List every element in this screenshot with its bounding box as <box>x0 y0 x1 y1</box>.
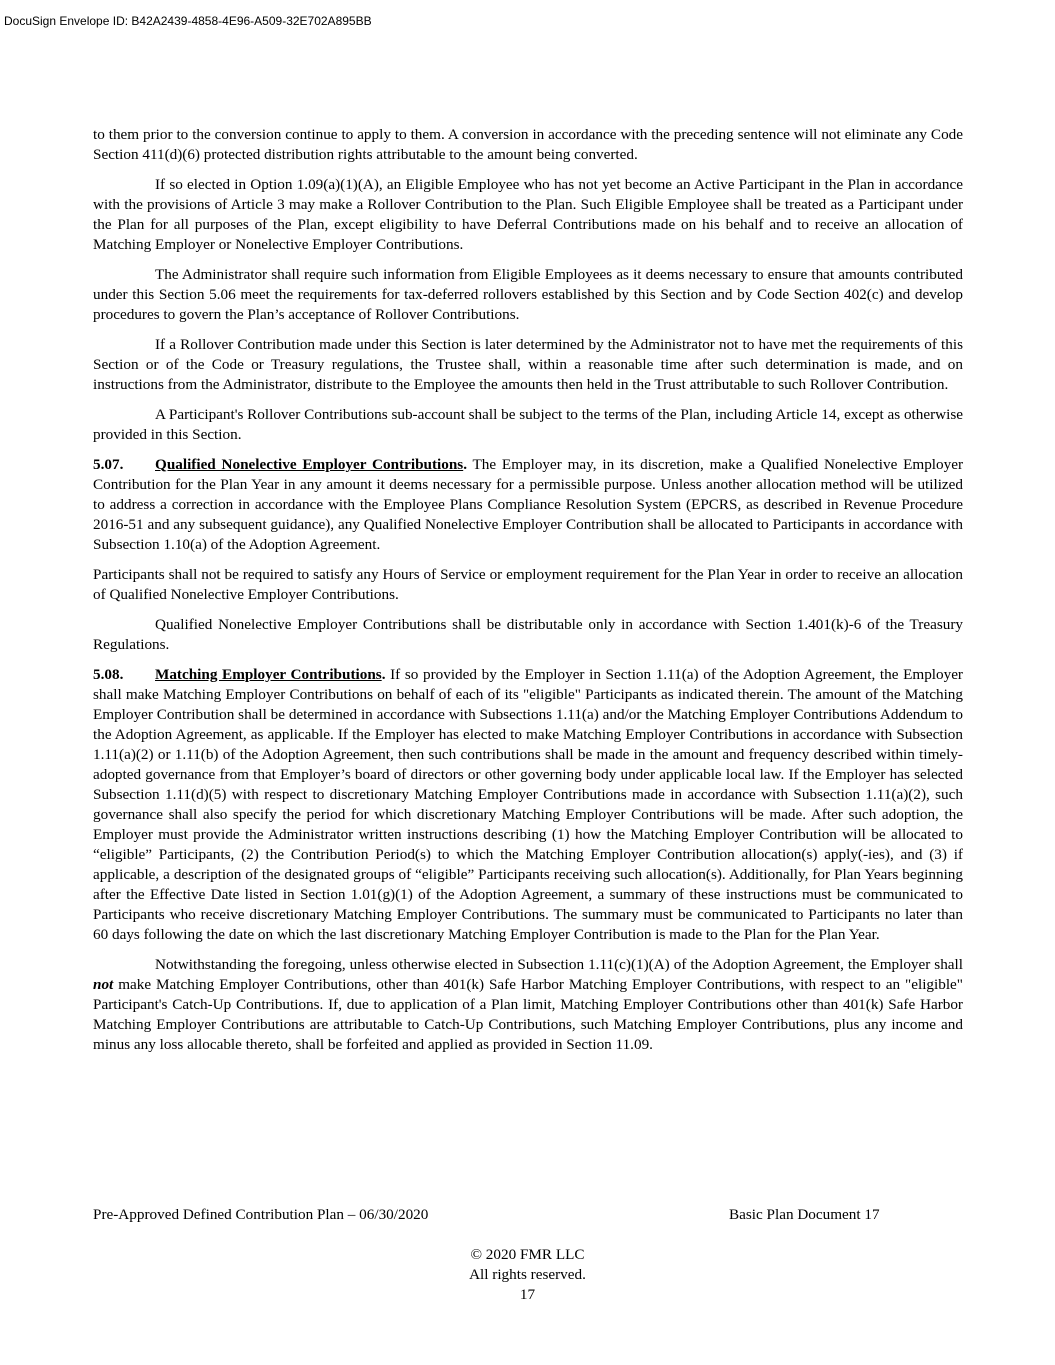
paragraph-catch-up-matching <box>93 955 963 1055</box>
footer-plan-name: Pre-Approved Defined Contribution Plan – 06/30/2020 <box>93 1206 429 1223</box>
section-5-08 <box>93 665 963 945</box>
paragraph-conversion: to them prior to the conversion continue to apply to them. A conversion in accordance with the preceding sentence will not eliminate any Code Section 411(d)(6) protected distribution rights attributable to the amount being converted. <box>93 126 963 163</box>
section-5-07 <box>93 455 963 555</box>
section-title-period: . <box>463 456 467 473</box>
section-title: Qualified Nonelective Employer Contributions <box>155 456 464 473</box>
footer-document-label: Basic Plan Document 17 <box>729 1206 880 1223</box>
footer-copyright-block <box>0 1245 1055 1305</box>
section-body: If so provided by the Employer in Section 1.11(a) of the Adoption Agreement, the Employer shall make Matching Employer Contributions on behalf of each of its "eligible" Participants as indicated therein. The amount of the Matching Employer Contribution shall be determined in accordance with Subsections 1.11(a) and/or the Matching Employer Contributions Addendum to the Adoption Agreement, as applicable. If the Employer has elected to make Matching Employer Contributions in accordance with Subsection 1.11(a)(2) or 1.11(b) of the Adoption Agreement, then such contributions shall be made in the amount and frequency described within timely-adopted governance from that Employer’s board of directors or other governing body under applicable local law. If the Employer has selected Subsection 1.11(d)(5) with respect to discretionary Matching Employer Contributions made in accordance with Subsection 1.11(a)(2), such governance shall also specify the period for which discretionary Matching Employer Contributions will be made. After such adoption, the Employer must provide the Administrator written instructions describing (1) how the Matching Employer Contribution will be allocated to “eligible” Participants, (2) the Contribution Period(s) to which the Matching Employer Contribution allocation(s) apply(-ies), and (3) if applicable, a description of the designated groups of “eligible” Participants receiving such allocation(s). Additionally, for Plan Years beginning after the Effective Date listed in Section 1.01(g)(1) of the Adoption Agreement, a summary of these instructions must be communicated to Participants who receive discretionary Matching Employer Contributions. The summary must be communicated to Participants no later than 60 days following the date on which the last discretionary Matching Employer Contribution is made to the Plan for the Plan Year. <box>93 666 963 943</box>
section-body: The Employer may, in its discretion, make a Qualified Nonelective Employer Contribution for the Plan Year in any amount it deems necessary for a permissible purpose. Unless another allocation method will be utilized to address a correction in accordance with the Employee Plans Compliance Resolution System (EPCRS, as described in Revenue Procedure 2016-51 and any subsequent guidance), any Qualified Nonelective Employer Contribution shall be allocated to Participants in accordance with Subsection 1.10(a) of the Adoption Agreement. <box>93 456 964 553</box>
paragraph-eligible-employee-rollover: If so elected in Option 1.09(a)(1)(A), an Eligible Employee who has not yet become an Active Participant in the Plan in accordance with the provisions of Article 3 may make a Rollover Contribution to the Plan. Such Eligible Employee shall be treated as a Participant under the Plan for all purposes of the Plan, except eligibility to have Deferral Contributions made on his behalf and to receive an allocation of Matching Employer or Nonelective Employer Contributions. <box>93 176 963 253</box>
text-segment: make Matching Employer Contributions, other than 401(k) Safe Harbor Matching Employer Contributions, with respect to an "eligible" Participant's Catch-Up Contributions. If, due to application of a Plan limit, Matching Employer Contributions other than 401(k) Safe Harbor Matching Employer Contributions are attributable to Catch-Up Contributions, such Matching Employer Contributions, plus any income and minus any loss allocable thereto, shall be forfeited and applied as provided in Section 11.09. <box>93 976 963 1053</box>
text-segment: Notwithstanding the foregoing, unless otherwise elected in Subsection 1.11(c)(1)(A) of the Adoption Agreement, the Employer shall <box>155 956 963 973</box>
paragraph-rollover-failure: If a Rollover Contribution made under this Section is later determined by the Administrator not to have met the requirements of this Section or of the Code or Treasury regulations, the Trustee shall, within a reasonable time after such determination is made, and on instructions from the Administrator, distribute to the Employee the amounts then held in the Trust attributable to such Rollover Contribution. <box>93 336 963 393</box>
section-number: 5.08. <box>93 666 124 683</box>
rights-text: All rights reserved. <box>469 1266 586 1283</box>
paragraph-rollover-subaccount: A Participant's Rollover Contributions sub-account shall be subject to the terms of the Plan, including Article 14, except as otherwise provided in this Section. <box>93 406 963 443</box>
paragraph-hours-of-service: Participants shall not be required to satisfy any Hours of Service or employment requirement for the Plan Year in order to receive an allocation of Qualified Nonelective Employer Contributions. <box>93 566 963 603</box>
emphasis-not: not <box>93 976 114 993</box>
document-body <box>93 125 963 1065</box>
docusign-envelope-id: DocuSign Envelope ID: B42A2439-4858-4E96-A509-32E702A895BB <box>4 14 372 28</box>
section-title: Matching Employer Contributions <box>155 666 382 683</box>
page-number: 17 <box>519 1286 536 1303</box>
section-number: 5.07. <box>93 456 124 473</box>
paragraph-administrator-information: The Administrator shall require such information from Eligible Employees as it deems necessary to ensure that amounts contributed under this Section 5.06 meet the requirements for tax-deferred rollovers established by this Section and by Code Section 402(c) and develop procedures to govern the Plan’s acceptance of Rollover Contributions. <box>93 266 963 323</box>
copyright-text: © 2020 FMR LLC <box>470 1246 585 1263</box>
paragraph-qnec-distributable: Qualified Nonelective Employer Contributions shall be distributable only in accordance with Section 1.401(k)-6 of the Treasury Regulations. <box>93 616 963 653</box>
section-title-period: . <box>381 666 386 683</box>
